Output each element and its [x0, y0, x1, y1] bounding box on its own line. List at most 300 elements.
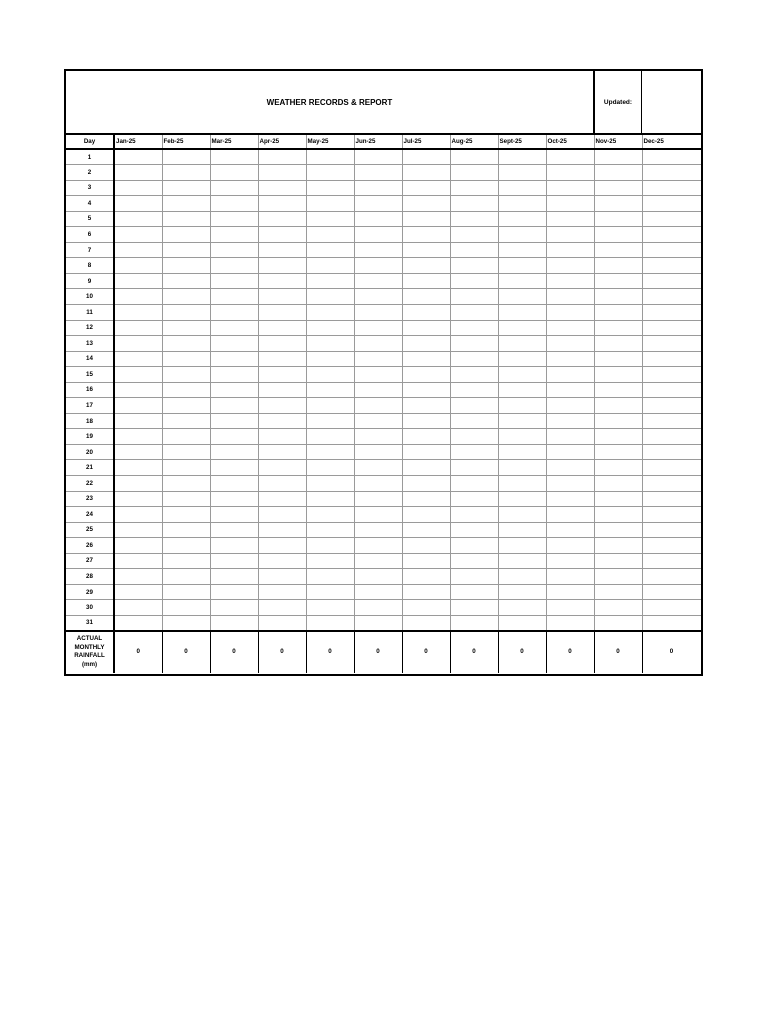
- rainfall-entry-cell[interactable]: [210, 242, 258, 258]
- rainfall-entry-cell[interactable]: [114, 460, 162, 476]
- rainfall-entry-cell[interactable]: [162, 569, 210, 585]
- rainfall-entry-cell[interactable]: [594, 273, 642, 289]
- rainfall-entry-cell[interactable]: [210, 615, 258, 631]
- rainfall-entry-cell[interactable]: [162, 196, 210, 212]
- rainfall-entry-cell[interactable]: [450, 196, 498, 212]
- rainfall-entry-cell[interactable]: [402, 227, 450, 243]
- rainfall-entry-cell[interactable]: [354, 304, 402, 320]
- rainfall-entry-cell[interactable]: [162, 460, 210, 476]
- rainfall-entry-cell[interactable]: [498, 367, 546, 383]
- rainfall-entry-cell[interactable]: [258, 600, 306, 616]
- rainfall-entry-cell[interactable]: [642, 507, 701, 523]
- rainfall-entry-cell[interactable]: [114, 211, 162, 227]
- rainfall-entry-cell[interactable]: [642, 242, 701, 258]
- rainfall-entry-cell[interactable]: [450, 180, 498, 196]
- rainfall-entry-cell[interactable]: [546, 180, 594, 196]
- rainfall-entry-cell[interactable]: [162, 227, 210, 243]
- rainfall-entry-cell[interactable]: [114, 165, 162, 181]
- rainfall-entry-cell[interactable]: [162, 367, 210, 383]
- rainfall-entry-cell[interactable]: [210, 258, 258, 274]
- rainfall-entry-cell[interactable]: [306, 569, 354, 585]
- rainfall-entry-cell[interactable]: [210, 429, 258, 445]
- rainfall-entry-cell[interactable]: [642, 367, 701, 383]
- rainfall-entry-cell[interactable]: [258, 351, 306, 367]
- rainfall-entry-cell[interactable]: [258, 227, 306, 243]
- rainfall-entry-cell[interactable]: [210, 227, 258, 243]
- rainfall-entry-cell[interactable]: [450, 600, 498, 616]
- rainfall-entry-cell[interactable]: [354, 429, 402, 445]
- rainfall-entry-cell[interactable]: [402, 600, 450, 616]
- rainfall-entry-cell[interactable]: [306, 491, 354, 507]
- rainfall-entry-cell[interactable]: [498, 211, 546, 227]
- rainfall-entry-cell[interactable]: [354, 475, 402, 491]
- rainfall-entry-cell[interactable]: [498, 289, 546, 305]
- rainfall-entry-cell[interactable]: [594, 149, 642, 165]
- rainfall-entry-cell[interactable]: [114, 429, 162, 445]
- rainfall-entry-cell[interactable]: [546, 475, 594, 491]
- rainfall-entry-cell[interactable]: [450, 320, 498, 336]
- rainfall-entry-cell[interactable]: [498, 227, 546, 243]
- rainfall-entry-cell[interactable]: [450, 351, 498, 367]
- rainfall-entry-cell[interactable]: [498, 460, 546, 476]
- rainfall-entry-cell[interactable]: [594, 538, 642, 554]
- rainfall-entry-cell[interactable]: [114, 289, 162, 305]
- rainfall-entry-cell[interactable]: [498, 180, 546, 196]
- rainfall-entry-cell[interactable]: [546, 615, 594, 631]
- rainfall-entry-cell[interactable]: [450, 491, 498, 507]
- rainfall-entry-cell[interactable]: [498, 600, 546, 616]
- rainfall-entry-cell[interactable]: [306, 336, 354, 352]
- rainfall-entry-cell[interactable]: [354, 507, 402, 523]
- rainfall-entry-cell[interactable]: [642, 429, 701, 445]
- rainfall-entry-cell[interactable]: [546, 289, 594, 305]
- rainfall-entry-cell[interactable]: [594, 475, 642, 491]
- rainfall-entry-cell[interactable]: [114, 367, 162, 383]
- rainfall-entry-cell[interactable]: [594, 242, 642, 258]
- rainfall-entry-cell[interactable]: [594, 569, 642, 585]
- rainfall-entry-cell[interactable]: [450, 227, 498, 243]
- rainfall-entry-cell[interactable]: [546, 336, 594, 352]
- rainfall-entry-cell[interactable]: [162, 444, 210, 460]
- rainfall-entry-cell[interactable]: [210, 475, 258, 491]
- rainfall-entry-cell[interactable]: [498, 351, 546, 367]
- rainfall-entry-cell[interactable]: [450, 475, 498, 491]
- rainfall-entry-cell[interactable]: [498, 507, 546, 523]
- rainfall-entry-cell[interactable]: [642, 584, 701, 600]
- rainfall-entry-cell[interactable]: [354, 398, 402, 414]
- rainfall-entry-cell[interactable]: [162, 165, 210, 181]
- rainfall-entry-cell[interactable]: [594, 258, 642, 274]
- rainfall-entry-cell[interactable]: [594, 522, 642, 538]
- rainfall-entry-cell[interactable]: [114, 569, 162, 585]
- rainfall-entry-cell[interactable]: [642, 273, 701, 289]
- rainfall-entry-cell[interactable]: [306, 553, 354, 569]
- rainfall-entry-cell[interactable]: [642, 382, 701, 398]
- rainfall-entry-cell[interactable]: [402, 538, 450, 554]
- rainfall-entry-cell[interactable]: [642, 351, 701, 367]
- rainfall-entry-cell[interactable]: [498, 165, 546, 181]
- rainfall-entry-cell[interactable]: [354, 149, 402, 165]
- rainfall-entry-cell[interactable]: [210, 149, 258, 165]
- rainfall-entry-cell[interactable]: [258, 522, 306, 538]
- rainfall-entry-cell[interactable]: [114, 475, 162, 491]
- rainfall-entry-cell[interactable]: [402, 149, 450, 165]
- rainfall-entry-cell[interactable]: [450, 444, 498, 460]
- rainfall-entry-cell[interactable]: [498, 522, 546, 538]
- rainfall-entry-cell[interactable]: [546, 367, 594, 383]
- rainfall-entry-cell[interactable]: [594, 336, 642, 352]
- rainfall-entry-cell[interactable]: [258, 273, 306, 289]
- rainfall-entry-cell[interactable]: [210, 382, 258, 398]
- rainfall-entry-cell[interactable]: [258, 180, 306, 196]
- rainfall-entry-cell[interactable]: [354, 351, 402, 367]
- rainfall-entry-cell[interactable]: [546, 273, 594, 289]
- rainfall-entry-cell[interactable]: [594, 460, 642, 476]
- rainfall-entry-cell[interactable]: [642, 538, 701, 554]
- rainfall-entry-cell[interactable]: [162, 258, 210, 274]
- rainfall-entry-cell[interactable]: [642, 491, 701, 507]
- rainfall-entry-cell[interactable]: [450, 615, 498, 631]
- rainfall-entry-cell[interactable]: [114, 304, 162, 320]
- rainfall-entry-cell[interactable]: [162, 538, 210, 554]
- rainfall-entry-cell[interactable]: [258, 367, 306, 383]
- rainfall-entry-cell[interactable]: [162, 351, 210, 367]
- rainfall-entry-cell[interactable]: [402, 429, 450, 445]
- rainfall-entry-cell[interactable]: [594, 444, 642, 460]
- rainfall-entry-cell[interactable]: [306, 398, 354, 414]
- rainfall-entry-cell[interactable]: [258, 211, 306, 227]
- rainfall-entry-cell[interactable]: [354, 413, 402, 429]
- rainfall-entry-cell[interactable]: [402, 615, 450, 631]
- rainfall-entry-cell[interactable]: [114, 600, 162, 616]
- rainfall-entry-cell[interactable]: [306, 289, 354, 305]
- rainfall-entry-cell[interactable]: [402, 507, 450, 523]
- rainfall-entry-cell[interactable]: [450, 273, 498, 289]
- rainfall-entry-cell[interactable]: [162, 304, 210, 320]
- rainfall-entry-cell[interactable]: [642, 227, 701, 243]
- rainfall-entry-cell[interactable]: [354, 367, 402, 383]
- rainfall-entry-cell[interactable]: [402, 584, 450, 600]
- rainfall-entry-cell[interactable]: [306, 382, 354, 398]
- rainfall-entry-cell[interactable]: [258, 320, 306, 336]
- rainfall-entry-cell[interactable]: [258, 413, 306, 429]
- rainfall-entry-cell[interactable]: [450, 149, 498, 165]
- rainfall-entry-cell[interactable]: [210, 351, 258, 367]
- rainfall-entry-cell[interactable]: [354, 196, 402, 212]
- rainfall-entry-cell[interactable]: [306, 304, 354, 320]
- rainfall-entry-cell[interactable]: [354, 273, 402, 289]
- rainfall-entry-cell[interactable]: [306, 460, 354, 476]
- rainfall-entry-cell[interactable]: [642, 304, 701, 320]
- rainfall-entry-cell[interactable]: [114, 320, 162, 336]
- rainfall-entry-cell[interactable]: [114, 507, 162, 523]
- rainfall-entry-cell[interactable]: [594, 320, 642, 336]
- rainfall-entry-cell[interactable]: [594, 429, 642, 445]
- rainfall-entry-cell[interactable]: [162, 600, 210, 616]
- rainfall-entry-cell[interactable]: [402, 211, 450, 227]
- rainfall-entry-cell[interactable]: [162, 398, 210, 414]
- rainfall-entry-cell[interactable]: [642, 196, 701, 212]
- rainfall-entry-cell[interactable]: [114, 413, 162, 429]
- rainfall-entry-cell[interactable]: [642, 398, 701, 414]
- rainfall-entry-cell[interactable]: [498, 491, 546, 507]
- rainfall-entry-cell[interactable]: [162, 475, 210, 491]
- rainfall-entry-cell[interactable]: [210, 600, 258, 616]
- rainfall-entry-cell[interactable]: [546, 165, 594, 181]
- rainfall-entry-cell[interactable]: [210, 460, 258, 476]
- rainfall-entry-cell[interactable]: [162, 584, 210, 600]
- rainfall-entry-cell[interactable]: [258, 304, 306, 320]
- rainfall-entry-cell[interactable]: [450, 584, 498, 600]
- rainfall-entry-cell[interactable]: [402, 304, 450, 320]
- rainfall-entry-cell[interactable]: [354, 460, 402, 476]
- rainfall-entry-cell[interactable]: [162, 289, 210, 305]
- rainfall-entry-cell[interactable]: [258, 507, 306, 523]
- rainfall-entry-cell[interactable]: [546, 460, 594, 476]
- rainfall-entry-cell[interactable]: [402, 273, 450, 289]
- rainfall-entry-cell[interactable]: [354, 289, 402, 305]
- rainfall-entry-cell[interactable]: [498, 429, 546, 445]
- rainfall-entry-cell[interactable]: [210, 538, 258, 554]
- rainfall-entry-cell[interactable]: [258, 242, 306, 258]
- rainfall-entry-cell[interactable]: [114, 584, 162, 600]
- rainfall-entry-cell[interactable]: [354, 584, 402, 600]
- rainfall-entry-cell[interactable]: [594, 211, 642, 227]
- rainfall-entry-cell[interactable]: [402, 336, 450, 352]
- rainfall-entry-cell[interactable]: [450, 522, 498, 538]
- rainfall-entry-cell[interactable]: [402, 398, 450, 414]
- rainfall-entry-cell[interactable]: [642, 600, 701, 616]
- rainfall-entry-cell[interactable]: [498, 258, 546, 274]
- updated-value-cell[interactable]: [641, 71, 701, 133]
- rainfall-entry-cell[interactable]: [402, 165, 450, 181]
- rainfall-entry-cell[interactable]: [162, 336, 210, 352]
- rainfall-entry-cell[interactable]: [258, 429, 306, 445]
- rainfall-entry-cell[interactable]: [354, 180, 402, 196]
- rainfall-entry-cell[interactable]: [306, 475, 354, 491]
- rainfall-entry-cell[interactable]: [162, 507, 210, 523]
- rainfall-entry-cell[interactable]: [498, 149, 546, 165]
- rainfall-entry-cell[interactable]: [114, 242, 162, 258]
- rainfall-entry-cell[interactable]: [210, 584, 258, 600]
- rainfall-entry-cell[interactable]: [354, 320, 402, 336]
- rainfall-entry-cell[interactable]: [162, 149, 210, 165]
- rainfall-entry-cell[interactable]: [114, 351, 162, 367]
- rainfall-entry-cell[interactable]: [114, 553, 162, 569]
- rainfall-entry-cell[interactable]: [210, 507, 258, 523]
- rainfall-entry-cell[interactable]: [594, 351, 642, 367]
- rainfall-entry-cell[interactable]: [402, 444, 450, 460]
- rainfall-entry-cell[interactable]: [402, 242, 450, 258]
- rainfall-entry-cell[interactable]: [642, 211, 701, 227]
- rainfall-entry-cell[interactable]: [546, 211, 594, 227]
- rainfall-entry-cell[interactable]: [306, 600, 354, 616]
- rainfall-entry-cell[interactable]: [114, 149, 162, 165]
- rainfall-entry-cell[interactable]: [498, 475, 546, 491]
- rainfall-entry-cell[interactable]: [546, 382, 594, 398]
- rainfall-entry-cell[interactable]: [306, 180, 354, 196]
- rainfall-entry-cell[interactable]: [546, 149, 594, 165]
- rainfall-entry-cell[interactable]: [210, 180, 258, 196]
- rainfall-entry-cell[interactable]: [594, 180, 642, 196]
- rainfall-entry-cell[interactable]: [258, 444, 306, 460]
- rainfall-entry-cell[interactable]: [498, 196, 546, 212]
- rainfall-entry-cell[interactable]: [642, 553, 701, 569]
- rainfall-entry-cell[interactable]: [594, 553, 642, 569]
- rainfall-entry-cell[interactable]: [546, 538, 594, 554]
- rainfall-entry-cell[interactable]: [354, 600, 402, 616]
- rainfall-entry-cell[interactable]: [114, 196, 162, 212]
- rainfall-entry-cell[interactable]: [210, 211, 258, 227]
- rainfall-entry-cell[interactable]: [642, 522, 701, 538]
- rainfall-entry-cell[interactable]: [594, 398, 642, 414]
- rainfall-entry-cell[interactable]: [450, 289, 498, 305]
- rainfall-entry-cell[interactable]: [258, 460, 306, 476]
- rainfall-entry-cell[interactable]: [114, 258, 162, 274]
- rainfall-entry-cell[interactable]: [162, 180, 210, 196]
- rainfall-entry-cell[interactable]: [402, 351, 450, 367]
- rainfall-entry-cell[interactable]: [402, 258, 450, 274]
- rainfall-entry-cell[interactable]: [354, 227, 402, 243]
- rainfall-entry-cell[interactable]: [642, 615, 701, 631]
- rainfall-entry-cell[interactable]: [114, 382, 162, 398]
- rainfall-entry-cell[interactable]: [162, 211, 210, 227]
- rainfall-entry-cell[interactable]: [354, 258, 402, 274]
- rainfall-entry-cell[interactable]: [354, 522, 402, 538]
- rainfall-entry-cell[interactable]: [546, 413, 594, 429]
- rainfall-entry-cell[interactable]: [402, 522, 450, 538]
- rainfall-entry-cell[interactable]: [546, 320, 594, 336]
- rainfall-entry-cell[interactable]: [546, 196, 594, 212]
- rainfall-entry-cell[interactable]: [306, 273, 354, 289]
- rainfall-entry-cell[interactable]: [258, 165, 306, 181]
- rainfall-entry-cell[interactable]: [498, 242, 546, 258]
- rainfall-entry-cell[interactable]: [498, 398, 546, 414]
- rainfall-entry-cell[interactable]: [450, 367, 498, 383]
- rainfall-entry-cell[interactable]: [402, 475, 450, 491]
- rainfall-entry-cell[interactable]: [258, 569, 306, 585]
- rainfall-entry-cell[interactable]: [642, 444, 701, 460]
- rainfall-entry-cell[interactable]: [210, 304, 258, 320]
- rainfall-entry-cell[interactable]: [210, 289, 258, 305]
- rainfall-entry-cell[interactable]: [498, 553, 546, 569]
- rainfall-entry-cell[interactable]: [546, 522, 594, 538]
- rainfall-entry-cell[interactable]: [402, 460, 450, 476]
- rainfall-entry-cell[interactable]: [594, 289, 642, 305]
- rainfall-entry-cell[interactable]: [642, 320, 701, 336]
- rainfall-entry-cell[interactable]: [210, 367, 258, 383]
- rainfall-entry-cell[interactable]: [354, 491, 402, 507]
- rainfall-entry-cell[interactable]: [546, 304, 594, 320]
- rainfall-entry-cell[interactable]: [210, 165, 258, 181]
- rainfall-entry-cell[interactable]: [498, 320, 546, 336]
- rainfall-entry-cell[interactable]: [450, 304, 498, 320]
- rainfall-entry-cell[interactable]: [450, 258, 498, 274]
- rainfall-entry-cell[interactable]: [498, 538, 546, 554]
- rainfall-entry-cell[interactable]: [162, 273, 210, 289]
- rainfall-entry-cell[interactable]: [498, 382, 546, 398]
- rainfall-entry-cell[interactable]: [450, 507, 498, 523]
- rainfall-entry-cell[interactable]: [546, 398, 594, 414]
- rainfall-entry-cell[interactable]: [402, 367, 450, 383]
- rainfall-entry-cell[interactable]: [210, 522, 258, 538]
- rainfall-entry-cell[interactable]: [306, 615, 354, 631]
- rainfall-entry-cell[interactable]: [258, 398, 306, 414]
- rainfall-entry-cell[interactable]: [402, 569, 450, 585]
- rainfall-entry-cell[interactable]: [354, 211, 402, 227]
- rainfall-entry-cell[interactable]: [210, 444, 258, 460]
- rainfall-entry-cell[interactable]: [594, 196, 642, 212]
- rainfall-entry-cell[interactable]: [114, 491, 162, 507]
- rainfall-entry-cell[interactable]: [402, 491, 450, 507]
- rainfall-entry-cell[interactable]: [498, 336, 546, 352]
- rainfall-entry-cell[interactable]: [354, 242, 402, 258]
- rainfall-entry-cell[interactable]: [402, 553, 450, 569]
- rainfall-entry-cell[interactable]: [210, 336, 258, 352]
- rainfall-entry-cell[interactable]: [306, 507, 354, 523]
- rainfall-entry-cell[interactable]: [498, 304, 546, 320]
- rainfall-entry-cell[interactable]: [642, 569, 701, 585]
- rainfall-entry-cell[interactable]: [498, 584, 546, 600]
- rainfall-entry-cell[interactable]: [354, 165, 402, 181]
- rainfall-entry-cell[interactable]: [642, 180, 701, 196]
- rainfall-entry-cell[interactable]: [306, 258, 354, 274]
- rainfall-entry-cell[interactable]: [354, 538, 402, 554]
- rainfall-entry-cell[interactable]: [354, 336, 402, 352]
- rainfall-entry-cell[interactable]: [546, 444, 594, 460]
- rainfall-entry-cell[interactable]: [594, 507, 642, 523]
- rainfall-entry-cell[interactable]: [306, 149, 354, 165]
- rainfall-entry-cell[interactable]: [450, 398, 498, 414]
- rainfall-entry-cell[interactable]: [546, 553, 594, 569]
- rainfall-entry-cell[interactable]: [498, 413, 546, 429]
- rainfall-entry-cell[interactable]: [642, 460, 701, 476]
- rainfall-entry-cell[interactable]: [354, 615, 402, 631]
- rainfall-entry-cell[interactable]: [450, 553, 498, 569]
- rainfall-entry-cell[interactable]: [114, 180, 162, 196]
- rainfall-entry-cell[interactable]: [354, 569, 402, 585]
- rainfall-entry-cell[interactable]: [450, 460, 498, 476]
- rainfall-entry-cell[interactable]: [306, 429, 354, 445]
- rainfall-entry-cell[interactable]: [258, 584, 306, 600]
- rainfall-entry-cell[interactable]: [354, 382, 402, 398]
- rainfall-entry-cell[interactable]: [498, 273, 546, 289]
- rainfall-entry-cell[interactable]: [210, 320, 258, 336]
- rainfall-entry-cell[interactable]: [210, 196, 258, 212]
- rainfall-entry-cell[interactable]: [258, 289, 306, 305]
- rainfall-entry-cell[interactable]: [546, 491, 594, 507]
- rainfall-entry-cell[interactable]: [450, 413, 498, 429]
- rainfall-entry-cell[interactable]: [162, 382, 210, 398]
- rainfall-entry-cell[interactable]: [162, 615, 210, 631]
- rainfall-entry-cell[interactable]: [450, 429, 498, 445]
- rainfall-entry-cell[interactable]: [258, 615, 306, 631]
- rainfall-entry-cell[interactable]: [114, 336, 162, 352]
- rainfall-entry-cell[interactable]: [258, 149, 306, 165]
- rainfall-entry-cell[interactable]: [498, 444, 546, 460]
- rainfall-entry-cell[interactable]: [594, 600, 642, 616]
- rainfall-entry-cell[interactable]: [114, 227, 162, 243]
- rainfall-entry-cell[interactable]: [402, 180, 450, 196]
- rainfall-entry-cell[interactable]: [546, 258, 594, 274]
- rainfall-entry-cell[interactable]: [258, 258, 306, 274]
- rainfall-entry-cell[interactable]: [306, 584, 354, 600]
- rainfall-entry-cell[interactable]: [498, 569, 546, 585]
- rainfall-entry-cell[interactable]: [114, 273, 162, 289]
- rainfall-entry-cell[interactable]: [306, 367, 354, 383]
- rainfall-entry-cell[interactable]: [546, 351, 594, 367]
- rainfall-entry-cell[interactable]: [450, 336, 498, 352]
